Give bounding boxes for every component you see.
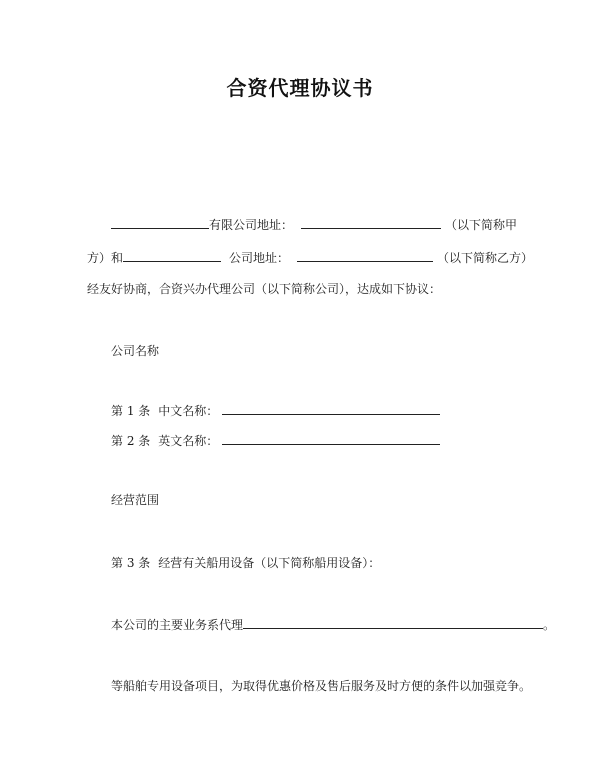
party-b-address-label: 公司地址： [229, 251, 290, 265]
party-b-line [87, 249, 533, 266]
article-2-label: 英文名称： [158, 434, 219, 448]
party-a-line [111, 216, 517, 233]
chinese-name-blank[interactable] [222, 402, 440, 415]
article-2-number: 第 2 条 [111, 434, 151, 448]
section-company-name-heading: 公司名称 [111, 344, 160, 358]
agreement-intro-text: 经友好协商，合资兴办代理公司（以下简称公司），达成如下协议： [87, 282, 442, 296]
main-business-line [111, 616, 555, 633]
article-3-number: 第 3 条 [111, 556, 151, 570]
article-1-line [111, 402, 440, 419]
article-2-line [111, 432, 440, 449]
article-3-text: 经营有关船用设备（以下简称船用设备）： [158, 556, 381, 570]
party-b-address-blank[interactable] [297, 249, 433, 262]
party-a-abbrev-text: （以下简称甲 [445, 218, 518, 232]
article-1-label: 中文名称： [158, 404, 219, 418]
article-3-line [111, 555, 380, 571]
party-b-abbrev-text: （以下简称乙方） [437, 251, 534, 265]
party-b-name-blank[interactable] [123, 249, 221, 262]
closing-text: 等船舶专用设备项目，为取得优惠价格及售后服务及时方便的条件以加强竞争。 [111, 679, 532, 693]
party-a-address-blank[interactable] [301, 216, 441, 229]
section-business-scope-heading: 经营范围 [111, 493, 160, 507]
document-title: 合资代理协议书 [226, 76, 374, 100]
main-business-suffix: 。 [543, 618, 556, 632]
section-company-name [111, 343, 159, 359]
english-name-blank[interactable] [222, 432, 440, 445]
main-business-blank[interactable] [243, 616, 543, 629]
party-b-prefix: 方）和 [87, 251, 124, 265]
party-a-address-label: 有限公司地址： [209, 218, 294, 232]
article-1-number: 第 1 条 [111, 404, 151, 418]
party-a-name-blank[interactable] [111, 216, 209, 229]
main-business-prefix: 本公司的主要业务系代理 [111, 618, 244, 632]
agreement-intro [87, 281, 441, 297]
closing-line [111, 678, 531, 694]
section-business-scope [111, 492, 159, 508]
